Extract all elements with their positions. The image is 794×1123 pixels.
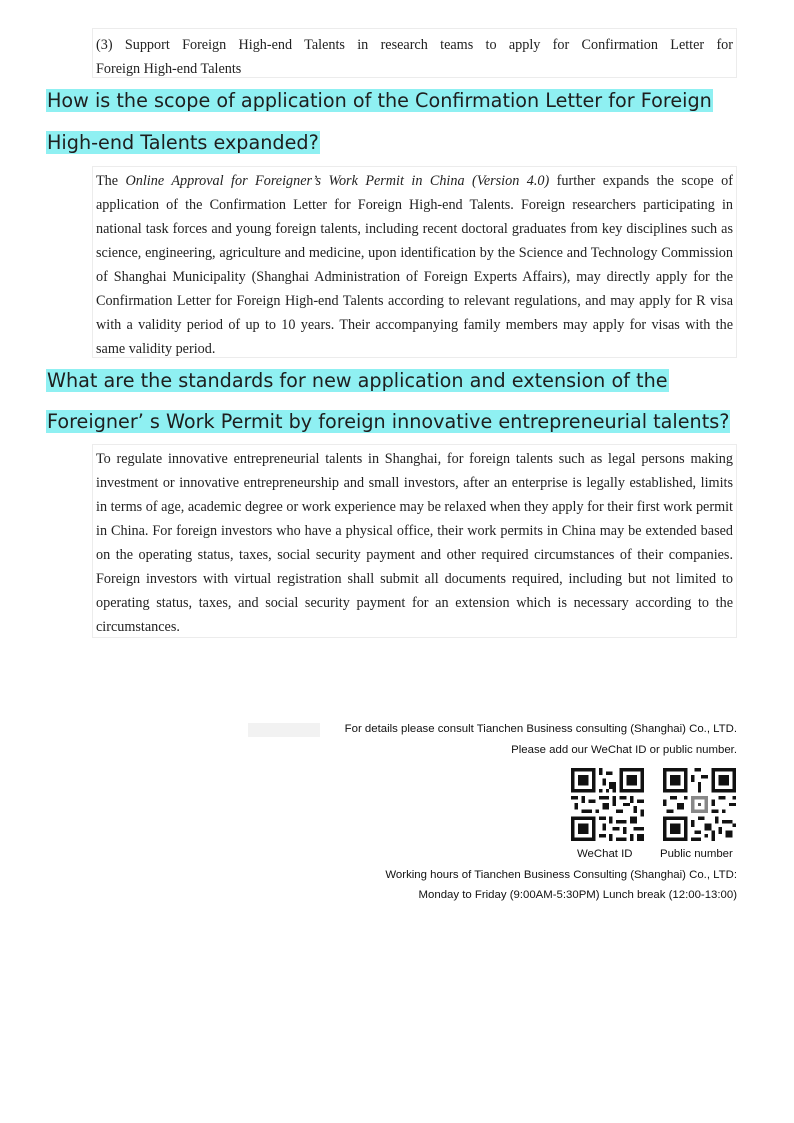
section-standards-box <box>92 444 737 638</box>
section-support-box <box>92 28 737 78</box>
qr-wechat-icon[interactable] <box>571 768 644 841</box>
scope-paragraph <box>93 167 736 363</box>
heading-scope-text-2: High-end Talents expanded? <box>47 131 319 154</box>
footer-consult: For details please consult Tianchen Business consulting (Shanghai) Co., LTD. <box>344 723 737 735</box>
qr-wechat-label: WeChat ID <box>577 848 633 860</box>
qr-public-svg <box>663 768 736 841</box>
support-line-1: (3) Support Foreign High-end Talents in research teams to apply for Confirmation Letter for <box>96 37 733 53</box>
heading-standards-text-1: What are the standards for new application and extension of the <box>47 369 668 392</box>
heading-scope-line-1 <box>46 86 713 115</box>
footer-shade <box>248 723 320 737</box>
scope-italic-title: Online Approval for Foreigner’s Work Permit in China (Version 4.0) <box>125 173 550 189</box>
scope-prefix: The <box>96 173 126 189</box>
support-line-2: Foreign High-end Talents <box>96 61 242 77</box>
heading-scope-line-2 <box>46 128 320 157</box>
footer-hours-title: Working hours of Tianchen Business Consulting (Shanghai) Co., LTD: <box>385 869 737 881</box>
qr-wechat-svg <box>571 768 644 841</box>
heading-standards-line-1 <box>46 366 669 395</box>
scope-body: further expands the scope of application of the Confirmation Letter for Foreign High-end Talents. Foreign researchers participating in national task forces and young foreign talents, including recent doctoral graduates from key disciplines such as science, engineering, agriculture and medicine, upon identification by the Science and Technology Commission of Shanghai Municipality (Shanghai Administration of Foreign Experts Affairs), may directly apply for the Confirmation Letter for Foreign High-end Talents according to relevant regulations, and may apply for R visa with a validity period of up to 10 years. Their accompanying family members may apply for visas with the same validity period. <box>96 173 733 357</box>
support-paragraph <box>93 29 736 83</box>
footer-add-wechat: Please add our WeChat ID or public number. <box>511 744 737 756</box>
heading-standards-line-2 <box>46 407 730 436</box>
heading-standards-text-2: Foreigner’ s Work Permit by foreign innovative entrepreneurial talents? <box>47 410 730 433</box>
qr-public-label: Public number <box>660 848 733 860</box>
qr-public-icon[interactable] <box>663 768 736 841</box>
section-scope-box <box>92 166 737 358</box>
footer-hours: Monday to Friday (9:00AM-5:30PM) Lunch break (12:00-13:00) <box>418 889 737 901</box>
standards-paragraph: To regulate innovative entrepreneurial talents in Shanghai, for foreign talents such as legal persons making investment or innovative entrepreneurship and small investors, after an enterprise is legally established, limits in terms of age, academic degree or work experience may be relaxed when they apply for their first work permit in China. For foreign investors who have a physical office, their work permits in China may be extended based on the operating status, taxes, social security payment and other required circumstances of their companies. Foreign investors with virtual registration shall submit all documents required, including but not limited to operating status, taxes, and social security payment for an extension which is necessary according to the circumstances. <box>96 451 733 635</box>
heading-scope-text-1: How is the scope of application of the Confirmation Letter for Foreign <box>47 89 712 112</box>
